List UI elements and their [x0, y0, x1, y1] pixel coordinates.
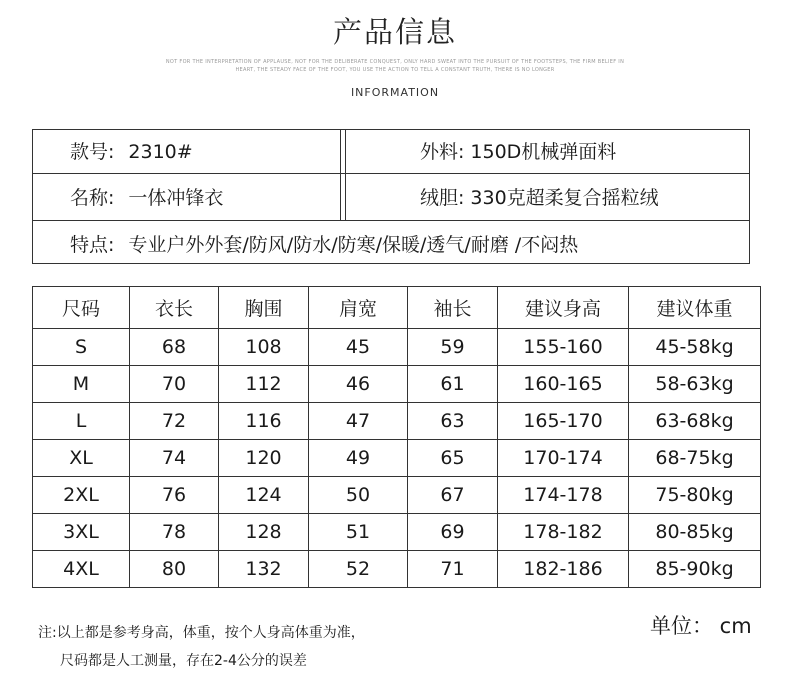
style-number-label: 款号:	[70, 141, 115, 163]
outer-fabric-label: 外料:	[420, 141, 465, 163]
table-cell: 155-160	[498, 329, 629, 366]
table-cell: 85-90kg	[629, 551, 761, 588]
table-cell: M	[33, 366, 130, 403]
column-header: 胸围	[219, 287, 309, 329]
table-cell: 178-182	[498, 514, 629, 551]
table-cell: 69	[408, 514, 498, 551]
decorative-fine-text-2: HEART, THE STEADY FACE OF THE FOOT, YOU USE THE ACTION TO TELL A CONSTANT TRUTH, THERE IS NO LONGER	[235, 67, 555, 73]
features-value: 专业户外外套/防风/防水/防寒/保暖/透气/耐磨 /不闷热	[128, 234, 579, 256]
features-label: 特点:	[70, 234, 115, 256]
table-cell: 80-85kg	[629, 514, 761, 551]
note-line-2: 尺码都是人工测量，存在2-4公分的误差	[60, 653, 307, 669]
table-cell: 72	[130, 403, 219, 440]
table-cell: 2XL	[33, 477, 130, 514]
table-row	[33, 477, 761, 514]
info-divider-1	[32, 173, 750, 174]
table-cell: 71	[408, 551, 498, 588]
table-cell: XL	[33, 440, 130, 477]
info-column-divider-right	[345, 129, 346, 220]
table-cell: 124	[219, 477, 309, 514]
table-cell: 160-165	[498, 366, 629, 403]
table-cell: 68-75kg	[629, 440, 761, 477]
table-row	[33, 403, 761, 440]
table-cell: 67	[408, 477, 498, 514]
column-header: 建议体重	[629, 287, 761, 329]
name-label: 名称:	[70, 187, 115, 209]
table-cell: 61	[408, 366, 498, 403]
decorative-fine-text-1: NOT FOR THE INTERPRETATION OF APPLAUSE, NOT FOR THE DELIBERATE CONQUEST, ONLY HARD SWEAT INTO THE PURSUIT OF THE FOOTSTEPS, THE FIRM BELIEF IN	[165, 59, 625, 65]
table-cell: 174-178	[498, 477, 629, 514]
table-cell: 76	[130, 477, 219, 514]
table-cell: 75-80kg	[629, 477, 761, 514]
column-header: 尺码	[33, 287, 130, 329]
table-row	[33, 366, 761, 403]
table-cell: 112	[219, 366, 309, 403]
info-lining	[420, 183, 659, 213]
info-features	[70, 230, 578, 260]
unit-label: 单位： cm	[650, 614, 752, 638]
table-cell: 116	[219, 403, 309, 440]
table-cell: 50	[309, 477, 408, 514]
table-cell: 74	[130, 440, 219, 477]
table-cell: 45-58kg	[629, 329, 761, 366]
table-row	[33, 514, 761, 551]
size-chart-table	[32, 286, 761, 588]
info-outer-fabric	[420, 137, 616, 167]
note-line-1: 注:以上都是参考身高，体重，按个人身高体重为准，	[38, 625, 365, 641]
table-cell: 165-170	[498, 403, 629, 440]
column-header: 衣长	[130, 287, 219, 329]
table-cell: 47	[309, 403, 408, 440]
info-column-divider-left	[340, 129, 341, 220]
info-name	[70, 183, 223, 213]
table-row	[33, 440, 761, 477]
table-cell: 58-63kg	[629, 366, 761, 403]
table-cell: 120	[219, 440, 309, 477]
table-cell: 108	[219, 329, 309, 366]
table-cell: 51	[309, 514, 408, 551]
table-cell: L	[33, 403, 130, 440]
column-header: 袖长	[408, 287, 498, 329]
table-cell: 80	[130, 551, 219, 588]
table-cell: 52	[309, 551, 408, 588]
name-value: 一体冲锋衣	[128, 187, 224, 209]
size-table-header-row	[33, 287, 761, 329]
table-cell: 45	[309, 329, 408, 366]
column-header: 建议身高	[498, 287, 629, 329]
table-cell: S	[33, 329, 130, 366]
table-cell: 68	[130, 329, 219, 366]
table-row	[33, 329, 761, 366]
table-cell: 3XL	[33, 514, 130, 551]
table-cell: 132	[219, 551, 309, 588]
info-style-number	[70, 137, 193, 167]
table-cell: 65	[408, 440, 498, 477]
column-header: 肩宽	[309, 287, 408, 329]
table-cell: 63-68kg	[629, 403, 761, 440]
table-cell: 4XL	[33, 551, 130, 588]
table-cell: 59	[408, 329, 498, 366]
table-row	[33, 551, 761, 588]
lining-value: 330克超柔复合摇粒绒	[470, 187, 659, 209]
info-divider-2	[32, 220, 750, 221]
style-number-value: 2310#	[128, 141, 193, 163]
outer-fabric-value: 150D机械弹面料	[470, 141, 617, 163]
table-cell: 78	[130, 514, 219, 551]
table-cell: 170-174	[498, 440, 629, 477]
table-cell: 49	[309, 440, 408, 477]
table-cell: 182-186	[498, 551, 629, 588]
page-title: 产品信息	[332, 15, 457, 49]
lining-label: 绒胆:	[420, 187, 465, 209]
table-cell: 128	[219, 514, 309, 551]
table-cell: 70	[130, 366, 219, 403]
table-cell: 46	[309, 366, 408, 403]
section-subtitle: INFORMATION	[350, 86, 440, 99]
table-cell: 63	[408, 403, 498, 440]
